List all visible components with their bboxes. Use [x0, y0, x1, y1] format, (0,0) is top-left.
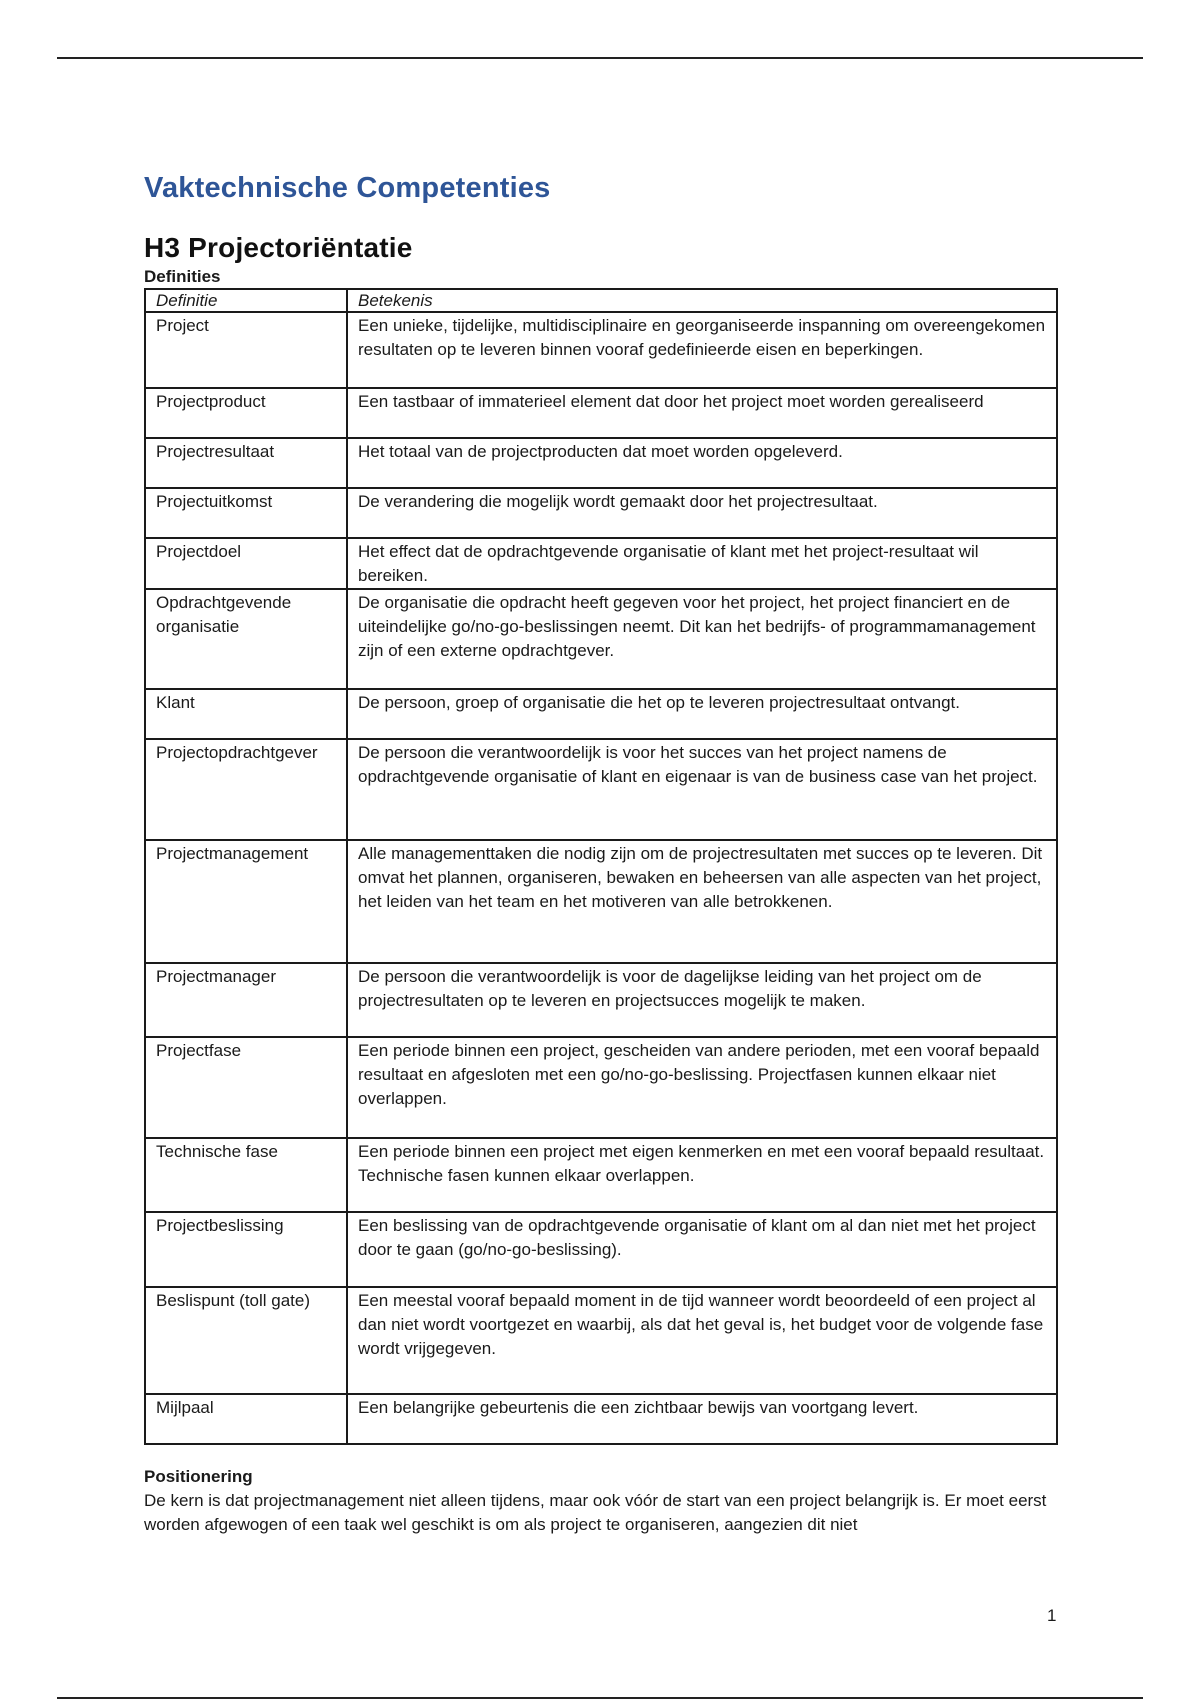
term-cell: Klant [145, 689, 347, 739]
meaning-cell: Een beslissing van de opdrachtgevende organisatie of klant om al dan niet met het project door te gaan (go/no-go-beslissing). [347, 1212, 1057, 1287]
meaning-cell: De persoon die verantwoordelijk is voor de dagelijkse leiding van het project om de projectresultaten op te leveren en projectsucces mogelijk te maken. [347, 963, 1057, 1037]
table-row [145, 1138, 1057, 1212]
term-cell: Mijlpaal [145, 1394, 347, 1444]
term-cell: Beslispunt (toll gate) [145, 1287, 347, 1394]
term-cell: Projectmanager [145, 963, 347, 1037]
meaning-cell: Alle managementtaken die nodig zijn om de projectresultaten met succes op te leveren. Dit omvat het plannen, organiseren, bewaken en beheersen van alle aspecten van het project, het leiden van het team en het motiveren van alle betrokkenen. [347, 840, 1057, 963]
table-row [145, 1212, 1057, 1287]
term-cell: Projectdoel [145, 538, 347, 589]
meaning-cell: Het effect dat de opdrachtgevende organisatie of klant met het project-resultaat wil bereiken. [347, 538, 1057, 589]
meaning-cell: Een meestal vooraf bepaald moment in de tijd wanneer wordt beoordeeld of een project al dan niet wordt voortgezet en waarbij, als dat het geval is, het budget voor de volgende fase wordt vrijgegeven. [347, 1287, 1057, 1394]
term-cell: Project [145, 312, 347, 388]
term-cell: Projectmanagement [145, 840, 347, 963]
term-cell: Projectuitkomst [145, 488, 347, 538]
table-row [145, 689, 1057, 739]
meaning-cell: Het totaal van de projectproducten dat moet worden opgeleverd. [347, 438, 1057, 488]
table-row [145, 1394, 1057, 1444]
meaning-cell: De verandering die mogelijk wordt gemaakt door het projectresultaat. [347, 488, 1057, 538]
column-header-term: Definitie [145, 289, 347, 312]
meaning-cell: De persoon, groep of organisatie die het op te leveren projectresultaat ontvangt. [347, 689, 1057, 739]
table-header-row [145, 289, 1057, 312]
table-row [145, 438, 1057, 488]
meaning-cell: De organisatie die opdracht heeft gegeven voor het project, het project financiert en de uiteindelijke go/no-go-beslissingen neemt. Dit kan het bedrijfs- of programmamanagement zijn of een externe opdrachtgever. [347, 589, 1057, 689]
term-cell: Projectbeslissing [145, 1212, 347, 1287]
positioning-paragraph: De kern is dat projectmanagement niet alleen tijdens, maar ook vóór de start van een project belangrijk is. Er moet eerst worden afgewogen of een taak wel geschikt is om als project te organiseren, aangezien dit niet [144, 1491, 1047, 1534]
table-row [145, 840, 1057, 963]
chapter-heading: H3 Projectoriëntatie [144, 232, 413, 263]
table-row [145, 538, 1057, 589]
table-row [145, 312, 1057, 388]
term-cell: Opdrachtgevende organisatie [145, 589, 347, 689]
table-row [145, 1037, 1057, 1138]
meaning-cell: Een belangrijke gebeurtenis die een zichtbaar bewijs van voortgang levert. [347, 1394, 1057, 1444]
table-row [145, 589, 1057, 689]
term-cell: Projectresultaat [145, 438, 347, 488]
meaning-cell: Een tastbaar of immaterieel element dat door het project moet worden gerealiseerd [347, 388, 1057, 438]
table-row [145, 1287, 1057, 1394]
table-row [145, 488, 1057, 538]
page-content [144, 168, 1058, 1537]
definitions-heading: Definities [144, 267, 221, 286]
term-cell: Projectopdrachtgever [145, 739, 347, 840]
table-row [145, 963, 1057, 1037]
column-header-meaning: Betekenis [347, 289, 1057, 312]
meaning-cell: Een periode binnen een project, gescheiden van andere perioden, met een vooraf bepaald resultaat en afgesloten met een go/no-go-beslissing. Projectfasen kunnen elkaar niet overlappen. [347, 1037, 1057, 1138]
positioning-heading: Positionering [144, 1467, 253, 1486]
term-cell: Projectproduct [145, 388, 347, 438]
term-cell: Technische fase [145, 1138, 347, 1212]
meaning-cell: Een unieke, tijdelijke, multidisciplinaire en georganiseerde inspanning om overeengekomen resultaten op te leveren binnen vooraf gedefinieerde eisen en beperkingen. [347, 312, 1057, 388]
meaning-cell: De persoon die verantwoordelijk is voor het succes van het project namens de opdrachtgevende organisatie of klant en eigenaar is van de business case van het project. [347, 739, 1057, 840]
term-cell: Projectfase [145, 1037, 347, 1138]
meaning-cell: Een periode binnen een project met eigen kenmerken en met een vooraf bepaald resultaat. Technische fasen kunnen elkaar overlappen. [347, 1138, 1057, 1212]
document-title: Vaktechnische Competenties [144, 172, 551, 204]
table-row [145, 388, 1057, 438]
definitions-table [144, 288, 1058, 1445]
footer-rule [57, 1697, 1143, 1699]
header-rule [57, 57, 1143, 59]
page-number: 1 [1047, 1606, 1057, 1625]
table-row [145, 739, 1057, 840]
